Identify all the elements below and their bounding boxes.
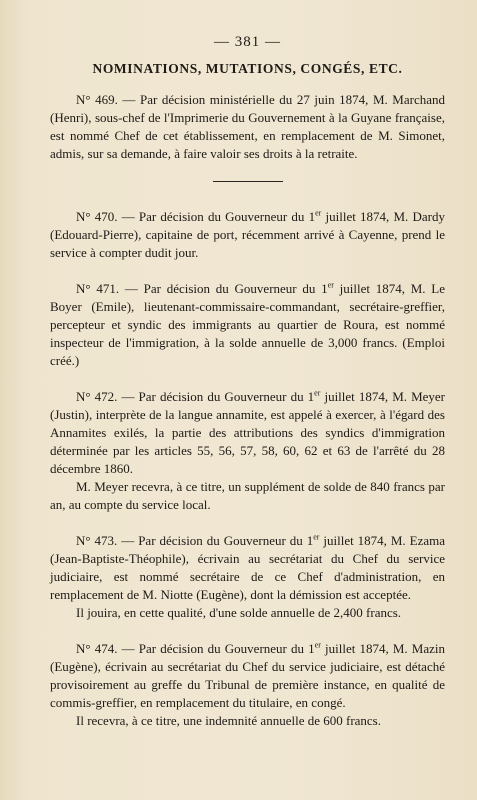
entry-474-extra: Il recevra, à ce titre, une indemnité annuelle de 600 francs. [76, 713, 381, 728]
entry-472-extra: M. Meyer recevra, à ce titre, un supplément de solde de 840 francs par an, au compte du service local. [50, 479, 445, 512]
entry-473-text: N° 473. — Par décision du Gouverneur du 1er juillet 1874, M. Ezama (Jean-Baptiste-Théophile), écrivain au secrétariat du Chef du service judiciaire, est nommé secrétaire de ce Chef d'administration, en remplacement de M. Niotte (Eugène), dont la démission est acceptée. [50, 532, 445, 602]
separator-rule [213, 181, 283, 182]
entry-473 [50, 532, 445, 622]
entry-474 [50, 640, 445, 730]
entry-473-extra: Il jouira, en cette qualité, d'une solde annuelle de 2,400 francs. [76, 605, 402, 620]
entry-470-text: N° 470. — Par décision du Gouverneur du 1er juillet 1874, M. Dardy (Edouard-Pierre), capitaine de port, récemment arrivé à Cayenne, prend le service à compter dudit jour. [50, 208, 445, 260]
entry-470 [50, 208, 445, 262]
section-heading: NOMINATIONS, MUTATIONS, CONGÉS, ETC. [92, 61, 403, 76]
page-number: — 381 — [214, 34, 281, 50]
entry-472-text: N° 472. — Par décision du Gouverneur du 1er juillet 1874, M. Meyer (Justin), interprète de la langue annamite, est appelé à exercer, à l'égard des Annamites exilés, la partie des attributions des syndics d'immigration déterminée par les articles 55, 56, 57, 58, 60, 62 et 63 de l'arrêté du 28 décembre 1860. [50, 388, 445, 476]
entry-471 [50, 280, 445, 370]
entry-474-text: N° 474. — Par décision du Gouverneur du 1er juillet 1874, M. Mazin (Eugène), écrivain au secrétariat du Chef du service judiciaire, est détaché provisoirement au greffe du Tribunal de première instance, en qualité de commis-greffier, en remplacement du titulaire, en congé. [50, 640, 445, 710]
entry-469 [50, 91, 445, 163]
entry-472 [50, 388, 445, 514]
entry-469-text: N° 469. — Par décision ministérielle du 27 juin 1874, M. Marchand (Henri), sous-chef de l'Imprimerie du Gouvernement à la Guyane française, est nommé Chef de cet établissement, en remplacement de M. Simonet, admis, sur sa demande, à faire valoir ses droits à la retraite. [50, 92, 445, 161]
entry-471-text: N° 471. — Par décision du Gouverneur du 1er juillet 1874, M. Le Boyer (Emile), lieutenant-commissaire-commandant, secrétaire-greffier, percepteur et syndic des immigrants au quartier de Roura, est nommé inspecteur de l'immigration, à la solde annuelle de 3,000 francs. (Emploi créé.) [50, 280, 445, 368]
